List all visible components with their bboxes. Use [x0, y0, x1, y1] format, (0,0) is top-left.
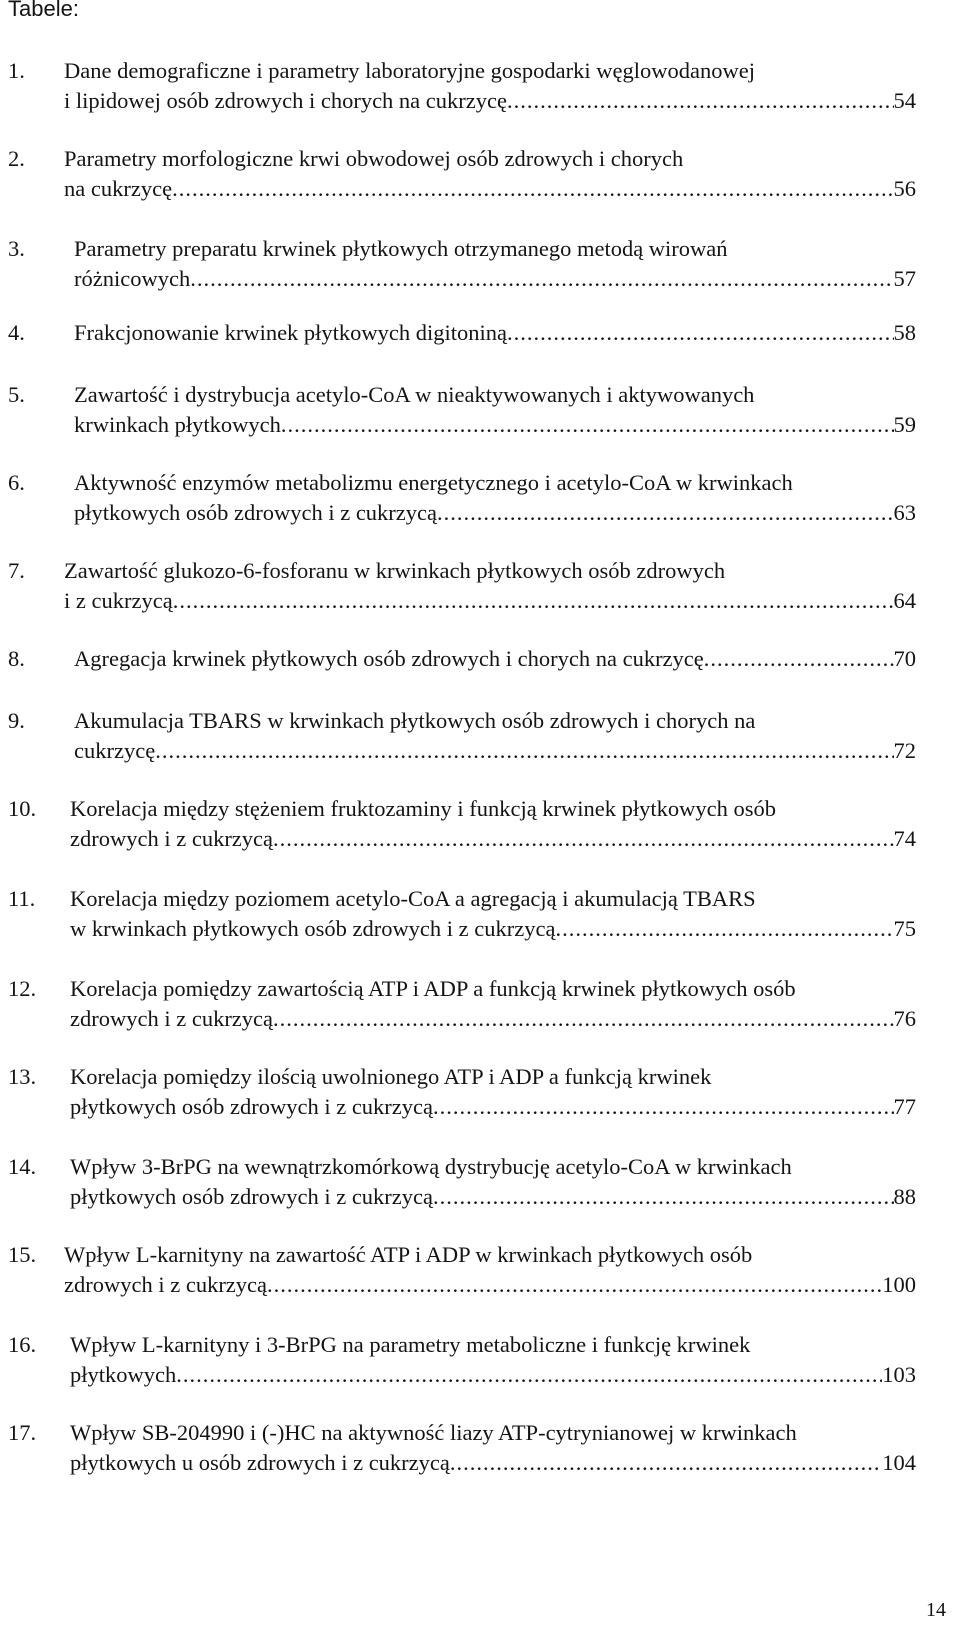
dot-leader	[507, 318, 893, 348]
toc-entry-number: 15.	[8, 1242, 37, 1267]
toc-entry-title-line: Frakcjonowanie krwinek płytkowych digitoniną	[74, 320, 508, 345]
dot-leader	[507, 86, 894, 116]
toc-entry-number: 14.	[8, 1154, 37, 1179]
toc-entry-title-line: płytkowych osób zdrowych i z cukrzycą	[74, 500, 438, 525]
toc-entry-title-line: zdrowych i z cukrzycą	[70, 826, 274, 851]
toc-entry-title-line: Wpływ 3-BrPG na wewnątrzkomórkową dystrybucję acetylo-CoA w krwinkach	[70, 1154, 792, 1179]
dot-leader	[273, 1004, 893, 1034]
toc-entry-number: 4.	[8, 320, 25, 345]
toc-entry-title-line: Wpływ SB-204990 i (-)HC na aktywność liazy ATP-cytrynianowej w krwinkach	[70, 1420, 797, 1445]
toc-entry-last-line	[64, 586, 916, 616]
toc-entry-number: 12.	[8, 976, 37, 1001]
dot-leader	[155, 736, 893, 766]
toc-entry-title-line: Korelacja pomiędzy ilością uwolnionego ATP i ADP a funkcją krwinek	[70, 1064, 712, 1089]
toc-entry-last-line	[74, 498, 916, 528]
toc-entry-page: 74	[893, 826, 916, 851]
toc-entry-page: 54	[893, 88, 916, 113]
dot-leader	[281, 410, 894, 440]
toc-entry-last-line	[64, 1270, 916, 1300]
page-title: Tabele:	[8, 0, 79, 21]
toc-entry-title-line: zdrowych i z cukrzycą	[64, 1272, 268, 1297]
toc-entry-title-line: i z cukrzycą	[64, 588, 173, 613]
toc-entry-page: 88	[893, 1184, 916, 1209]
dot-leader	[173, 586, 894, 616]
toc-entry-title-line: zdrowych i z cukrzycą	[70, 1006, 274, 1031]
toc-entry-number: 9.	[8, 708, 25, 733]
toc-entry-title-line: różnicowych	[74, 266, 191, 291]
toc-entry-title-line: Parametry morfologiczne krwi obwodowej osób zdrowych i chorych	[64, 146, 684, 171]
toc-entry-title-line: krwinkach płytkowych	[74, 412, 281, 437]
toc-entry-number: 2.	[8, 146, 25, 171]
toc-entry-title-line: płytkowych	[70, 1362, 177, 1387]
toc-entry-title-line: na cukrzycę	[64, 176, 173, 201]
toc-entry-last-line	[64, 86, 916, 116]
toc-entry-title-line: Wpływ L-karnityny na zawartość ATP i ADP w krwinkach płytkowych osób	[64, 1242, 753, 1267]
toc-entry-page: 75	[893, 916, 916, 941]
toc-entry-last-line	[74, 264, 916, 294]
toc-entry-last-line	[64, 174, 916, 204]
dot-leader	[433, 1182, 893, 1212]
dot-leader	[450, 1448, 882, 1478]
toc-entry-title-line: płytkowych osób zdrowych i z cukrzycą	[70, 1184, 434, 1209]
toc-entry-last-line	[74, 644, 916, 674]
toc-entry-page: 63	[893, 500, 916, 525]
toc-entry-last-line	[70, 1448, 916, 1478]
toc-entry-title-line: w krwinkach płytkowych osób zdrowych i z cukrzycą	[70, 916, 556, 941]
toc-entry-title-line: i lipidowej osób zdrowych i chorych na cukrzycę	[64, 88, 507, 113]
toc-entry-page: 56	[893, 176, 916, 201]
dot-leader	[190, 264, 893, 294]
dot-leader	[273, 824, 893, 854]
toc-entry-last-line	[74, 410, 916, 440]
toc-entry-number: 13.	[8, 1064, 37, 1089]
toc-entry-title-line: płytkowych u osób zdrowych i z cukrzycą	[70, 1450, 450, 1475]
toc-entry-page: 72	[893, 738, 916, 763]
toc-entry-last-line	[70, 914, 916, 944]
toc-entry-last-line	[70, 1360, 916, 1390]
toc-entry-last-line	[74, 736, 916, 766]
toc-entry-last-line	[74, 318, 916, 348]
toc-entry-title-line: Korelacja pomiędzy zawartością ATP i ADP a funkcją krwinek płytkowych osób	[70, 976, 796, 1001]
toc-entry-page: 64	[893, 588, 916, 613]
dot-leader	[555, 914, 893, 944]
toc-entry-number: 11.	[8, 886, 36, 911]
toc-entry-title-line: cukrzycę	[74, 738, 156, 763]
toc-entry-page: 58	[893, 320, 916, 345]
dot-leader	[176, 1360, 882, 1390]
toc-entry-last-line	[70, 824, 916, 854]
toc-entry-page: 100	[882, 1272, 916, 1297]
toc-entry-number: 1.	[8, 58, 25, 83]
dot-leader	[172, 174, 893, 204]
toc-entry-title-line: Zawartość glukozo-6-fosforanu w krwinkach płytkowych osób zdrowych	[64, 558, 726, 583]
toc-entry-page: 76	[893, 1006, 916, 1031]
dot-leader	[437, 498, 893, 528]
toc-entry-title-line: Zawartość i dystrybucja acetylo-CoA w nieaktywowanych i aktywowanych	[74, 382, 755, 407]
dot-leader	[267, 1270, 882, 1300]
toc-entry-number: 3.	[8, 236, 25, 261]
toc-entry-number: 10.	[8, 796, 37, 821]
toc-entry-title-line: Agregacja krwinek płytkowych osób zdrowych i chorych na cukrzycę	[74, 646, 704, 671]
toc-entry-title-line: Wpływ L-karnityny i 3-BrPG na parametry metaboliczne i funkcję krwinek	[70, 1332, 751, 1357]
toc-entry-number: 6.	[8, 470, 25, 495]
toc-entry-number: 8.	[8, 646, 25, 671]
page-number: 14	[926, 1599, 946, 1621]
toc-entry-last-line	[70, 1004, 916, 1034]
toc-entry-last-line	[70, 1182, 916, 1212]
toc-entry-page: 59	[893, 412, 916, 437]
toc-entry-number: 5.	[8, 382, 25, 407]
toc-entry-title-line: Korelacja między stężeniem fruktozaminy i funkcją krwinek płytkowych osób	[70, 796, 777, 821]
toc-entry-number: 17.	[8, 1420, 37, 1445]
toc-entry-number: 7.	[8, 558, 25, 583]
toc-entry-number: 16.	[8, 1332, 37, 1357]
toc-entry-title-line: Akumulacja TBARS w krwinkach płytkowych osób zdrowych i chorych na	[74, 708, 756, 733]
dot-leader	[704, 644, 894, 674]
toc-entry-page: 104	[882, 1450, 916, 1475]
toc-entry-page: 103	[882, 1362, 916, 1387]
toc-entry-title-line: Parametry preparatu krwinek płytkowych otrzymanego metodą wirowań	[74, 236, 728, 261]
toc-entry-title-line: płytkowych osób zdrowych i z cukrzycą	[70, 1094, 434, 1119]
dot-leader	[433, 1092, 893, 1122]
toc-entry-last-line	[70, 1092, 916, 1122]
toc-entry-title-line: Aktywność enzymów metabolizmu energetycznego i acetylo-CoA w krwinkach	[74, 470, 793, 495]
toc-entry-title-line: Korelacja między poziomem acetylo-CoA a agregacją i akumulacją TBARS	[70, 886, 756, 911]
toc-entry-page: 77	[893, 1094, 916, 1119]
toc-entry-page: 70	[893, 646, 916, 671]
toc-entry-page: 57	[893, 266, 916, 291]
toc-entry-title-line: Dane demograficzne i parametry laboratoryjne gospodarki węglowodanowej	[64, 58, 755, 83]
